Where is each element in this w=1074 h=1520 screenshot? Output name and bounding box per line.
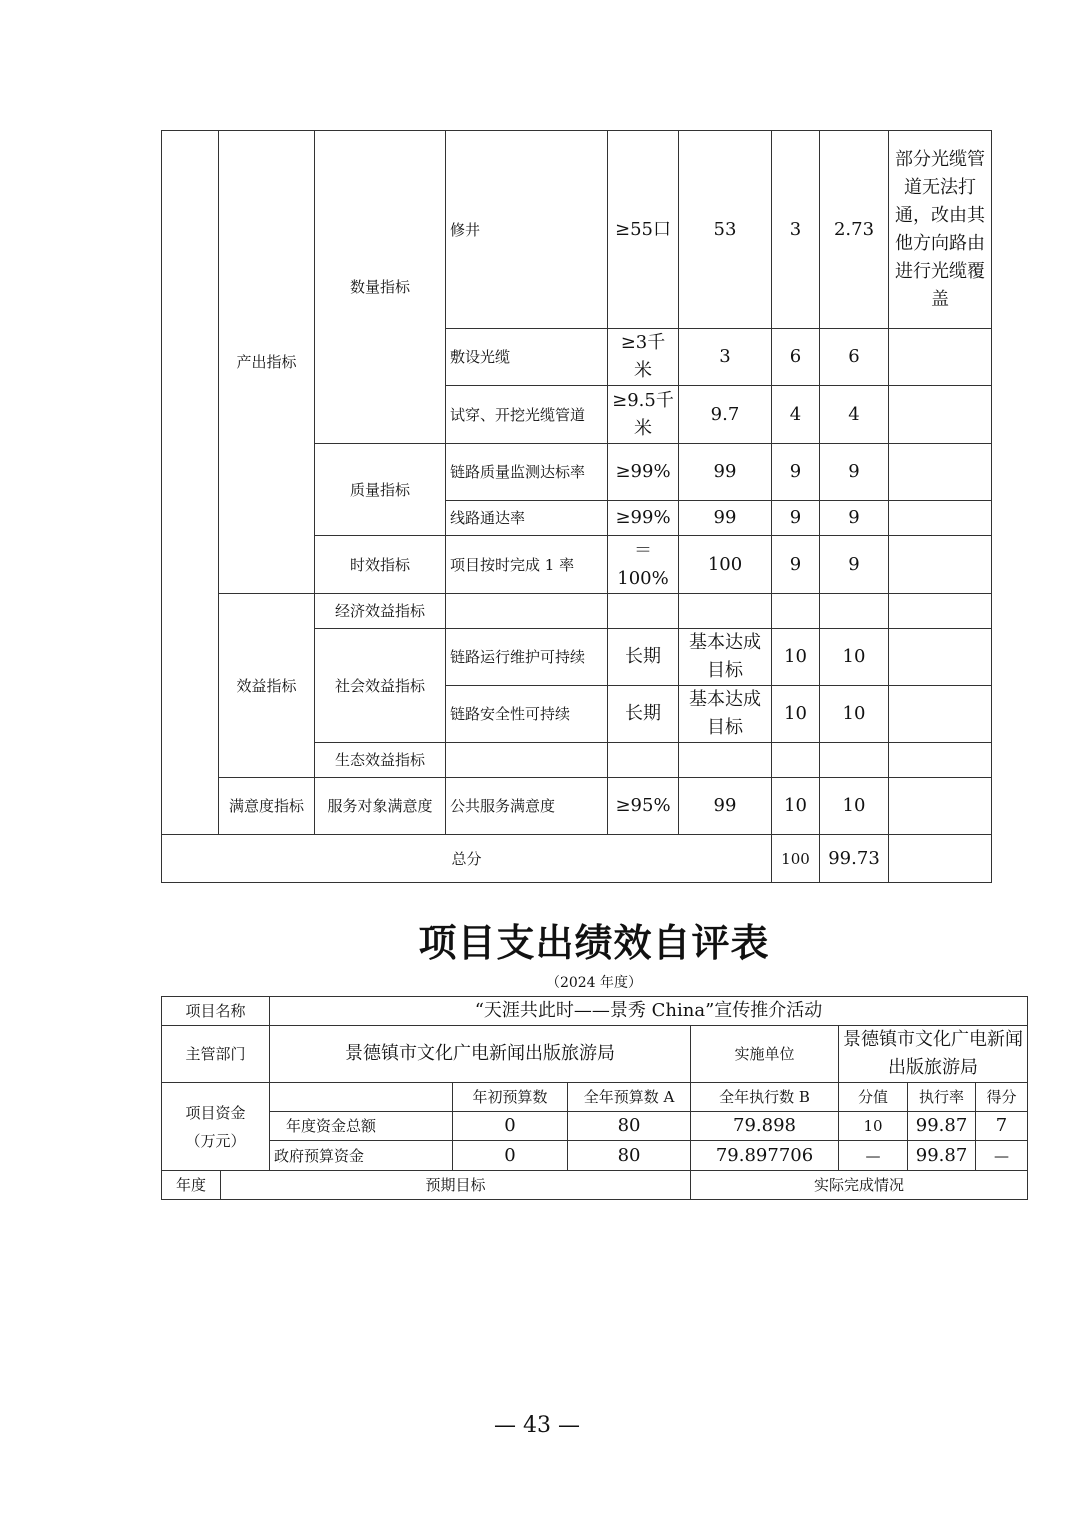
column-header: 执行率 bbox=[908, 1083, 976, 1112]
weight-value: 9 bbox=[772, 444, 820, 501]
subcategory-cell: 经济效益指标 bbox=[315, 594, 446, 629]
row-label: 政府预算资金 bbox=[270, 1141, 453, 1171]
actual-value: 3 bbox=[679, 329, 772, 386]
row-label: 年度资金总额 bbox=[270, 1112, 453, 1141]
subcategory-cell: 社会效益指标 bbox=[315, 629, 446, 743]
score-value: 10 bbox=[820, 686, 889, 743]
table-row bbox=[162, 1083, 1028, 1112]
target-value: ＝100% bbox=[608, 536, 679, 594]
subcategory-cell: 生态效益指标 bbox=[315, 743, 446, 778]
weight-value: 4 bbox=[772, 386, 820, 444]
column-header: 全年执行数 B bbox=[691, 1083, 839, 1112]
dept-value: 景德镇市文化广电新闻出版旅游局 bbox=[270, 1026, 691, 1083]
column-header: 得分 bbox=[976, 1083, 1028, 1112]
target-value: ≥3千米 bbox=[608, 329, 679, 386]
fund-label: 项目资金（万元） bbox=[162, 1083, 270, 1171]
note-cell bbox=[889, 501, 992, 536]
weight-value: 10 bbox=[772, 629, 820, 686]
subcategory-cell: 数量指标 bbox=[315, 131, 446, 444]
total-score: 99.73 bbox=[820, 835, 889, 883]
cell: 79.898 bbox=[691, 1112, 839, 1141]
actual-value: 99 bbox=[679, 778, 772, 835]
cell: — bbox=[976, 1141, 1028, 1171]
performance-indicator-table bbox=[161, 130, 992, 883]
score-value: 4 bbox=[820, 386, 889, 444]
category-cell: 效益指标 bbox=[219, 594, 315, 778]
cell: 80 bbox=[568, 1141, 691, 1171]
weight-value: 9 bbox=[772, 501, 820, 536]
actual-value: 基本达成目标 bbox=[679, 629, 772, 686]
note-cell: 部分光缆管道无法打通，改由其他方向路由进行光缆覆盖 bbox=[889, 131, 992, 329]
note-cell bbox=[889, 386, 992, 444]
actual-value: 100 bbox=[679, 536, 772, 594]
indicator-name: 线路通达率 bbox=[446, 501, 608, 536]
table-row bbox=[162, 1141, 1028, 1171]
weight-value: 10 bbox=[772, 778, 820, 835]
total-label: 总分 bbox=[162, 835, 772, 883]
category-cell: 满意度指标 bbox=[219, 778, 315, 835]
table-row bbox=[162, 778, 992, 835]
note-cell bbox=[889, 444, 992, 501]
indicator-name: 链路运行维护可持续 bbox=[446, 629, 608, 686]
blank-cell bbox=[162, 131, 219, 835]
actual-completion-label: 实际完成情况 bbox=[691, 1171, 1028, 1200]
project-name-label: 项目名称 bbox=[162, 997, 270, 1026]
table-row bbox=[162, 1112, 1028, 1141]
note-cell bbox=[889, 686, 992, 743]
indicator-name: 修井 bbox=[446, 131, 608, 329]
target-value: ≥99% bbox=[608, 444, 679, 501]
cell: 7 bbox=[976, 1112, 1028, 1141]
cell: 99.87 bbox=[908, 1112, 976, 1141]
impl-value: 景德镇市文化广电新闻出版旅游局 bbox=[839, 1026, 1028, 1083]
target-value: 长期 bbox=[608, 629, 679, 686]
weight-value: 9 bbox=[772, 536, 820, 594]
cell: 0 bbox=[453, 1141, 568, 1171]
target-value: ≥99% bbox=[608, 501, 679, 536]
note-cell bbox=[889, 536, 992, 594]
target-value: 长期 bbox=[608, 686, 679, 743]
indicator-name: 链路安全性可持续 bbox=[446, 686, 608, 743]
column-header: 全年预算数 A bbox=[568, 1083, 691, 1112]
indicator-name: 公共服务满意度 bbox=[446, 778, 608, 835]
table-row bbox=[162, 131, 992, 329]
score-value: 9 bbox=[820, 536, 889, 594]
actual-value: 9.7 bbox=[679, 386, 772, 444]
score-value: 10 bbox=[820, 629, 889, 686]
actual-value: 53 bbox=[679, 131, 772, 329]
score-value: 2.73 bbox=[820, 131, 889, 329]
subcategory-cell: 质量指标 bbox=[315, 444, 446, 536]
target-value: ≥95% bbox=[608, 778, 679, 835]
cell: 79.897706 bbox=[691, 1141, 839, 1171]
indicator-name: 链路质量监测达标率 bbox=[446, 444, 608, 501]
note-cell bbox=[889, 629, 992, 686]
indicator-name: 试穿、开挖光缆管道 bbox=[446, 386, 608, 444]
dept-label: 主管部门 bbox=[162, 1026, 270, 1083]
weight-value: 10 bbox=[772, 686, 820, 743]
score-value: 9 bbox=[820, 444, 889, 501]
total-row bbox=[162, 835, 992, 883]
cell: 80 bbox=[568, 1112, 691, 1141]
project-name: “天涯共此时——景秀 China”宣传推介活动 bbox=[270, 997, 1028, 1026]
target-value: ≥55口 bbox=[608, 131, 679, 329]
score-value: 6 bbox=[820, 329, 889, 386]
cell: 10 bbox=[839, 1112, 908, 1141]
subcategory-cell: 时效指标 bbox=[315, 536, 446, 594]
actual-value: 99 bbox=[679, 501, 772, 536]
weight-value: 3 bbox=[772, 131, 820, 329]
table-row bbox=[162, 594, 992, 629]
year-subtitle: （2024 年度） bbox=[545, 975, 643, 991]
note-cell bbox=[889, 778, 992, 835]
self-evaluation-table bbox=[161, 996, 1028, 1200]
column-header: 年初预算数 bbox=[453, 1083, 568, 1112]
category-cell: 产出指标 bbox=[219, 131, 315, 594]
table-row bbox=[162, 997, 1028, 1026]
impl-label: 实施单位 bbox=[691, 1026, 839, 1083]
cell: 0 bbox=[453, 1112, 568, 1141]
table-row bbox=[162, 1171, 1028, 1200]
weight-value: 6 bbox=[772, 329, 820, 386]
indicator-name: 项目按时完成 1 率 bbox=[446, 536, 608, 594]
page-title: 项目支出绩效自评表 bbox=[418, 920, 770, 965]
cell: — bbox=[839, 1141, 908, 1171]
score-value: 9 bbox=[820, 501, 889, 536]
score-value: 10 bbox=[820, 778, 889, 835]
column-header: 分值 bbox=[839, 1083, 908, 1112]
actual-value: 99 bbox=[679, 444, 772, 501]
page-number: — 43 — bbox=[494, 1413, 580, 1438]
cell: 99.87 bbox=[908, 1141, 976, 1171]
expected-goal-label: 预期目标 bbox=[221, 1171, 691, 1200]
target-value: ≥9.5千米 bbox=[608, 386, 679, 444]
indicator-name: 敷设光缆 bbox=[446, 329, 608, 386]
note-cell bbox=[889, 329, 992, 386]
year-label: 年度 bbox=[162, 1171, 221, 1200]
actual-value: 基本达成目标 bbox=[679, 686, 772, 743]
table-row bbox=[162, 1026, 1028, 1083]
total-weight: 100 bbox=[772, 835, 820, 883]
subcategory-cell: 服务对象满意度 bbox=[315, 778, 446, 835]
